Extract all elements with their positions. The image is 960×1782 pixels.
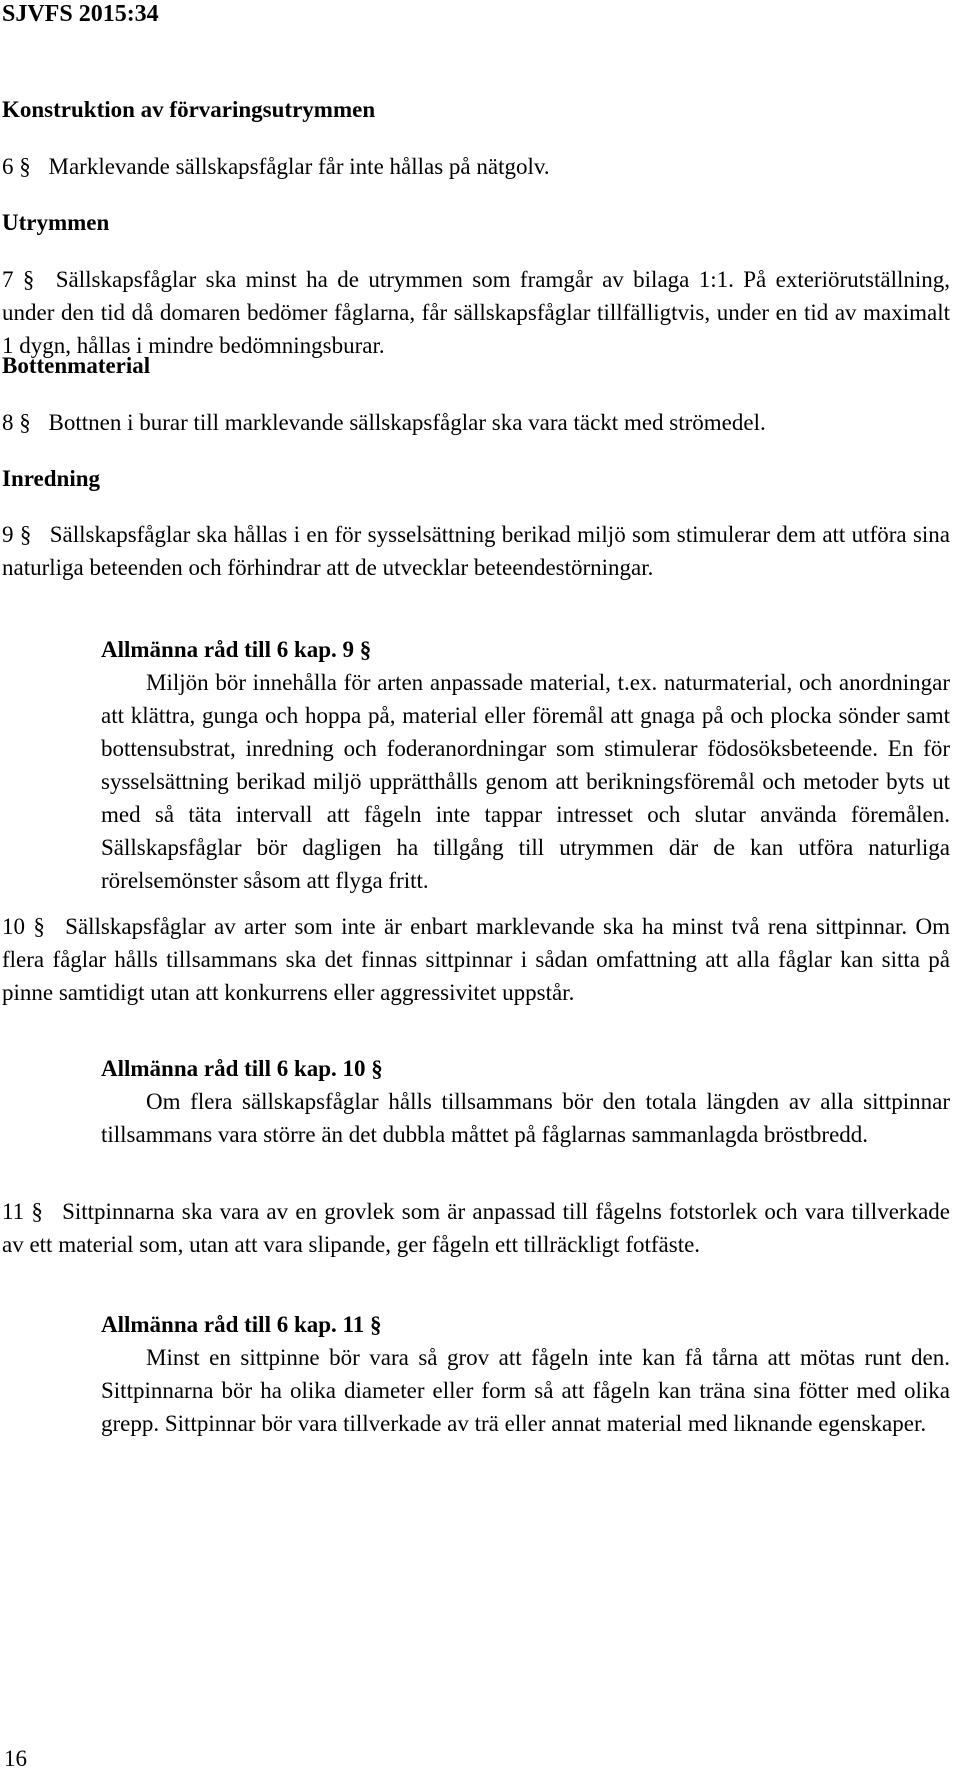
general-advice-9 [101,633,950,897]
general-advice-11 [101,1308,950,1440]
heading-konstruktion: Konstruktion av förvaringsutrymmen [2,97,376,122]
advice-text: Minst en sittpinne bör vara så grov att fågeln inte kan få tårna att mötas runt den. Sittpinnarna bör ha olika diameter eller form så att fågeln kan träna sina fötter med olika grepp. Sittpinnar bör vara tillverkade av trä eller annat material med liknande egenskaper. [101,1345,950,1436]
section-symbol: § [19,154,31,179]
paragraph-8 [2,406,950,439]
advice-title: Allmänna råd till 6 kap. 9 § [101,637,372,662]
page-number: 16 [4,1746,27,1771]
heading-utrymmen: Utrymmen [2,210,110,235]
section-symbol: § [19,410,31,435]
document-code: SJVFS 2015:34 [2,1,159,27]
advice-title: Allmänna råd till 6 kap. 11 § [101,1312,382,1337]
paragraph-text: Sällskapsfåglar ska minst ha de utrymmen som framgår av bilaga 1:1. På exteriörutställning, under den tid då domaren bedömer fåglarna, får sällskapsfåglar tillfälligtvis, under en tid av maximalt 1 dygn, hållas i mindre bedömningsburar. [2,267,950,358]
paragraph-7 [2,263,950,362]
general-advice-10 [101,1052,950,1151]
section-number: 10 [2,914,25,939]
advice-text: Om flera sällskapsfåglar hålls tillsammans bör den totala längden av alla sittpinnar tillsammans vara större än det dubbla måttet på fåglarnas sammanlagda bröstbredd. [101,1089,950,1147]
paragraph-text: Bottnen i burar till marklevande sällskapsfåglar ska vara täckt med strömedel. [48,410,766,435]
section-number: 9 [2,522,14,547]
paragraph-text: Sittpinnarna ska vara av en grovlek som är anpassad till fågelns fotstorlek och vara tillverkade av ett material som, utan att vara slipande, ger fågeln ett tillräckligt fotfäste. [2,1199,950,1257]
paragraph-11 [2,1195,950,1261]
paragraph-text: Marklevande sällskapsfåglar får inte hållas på nätgolv. [48,154,550,179]
heading-inredning: Inredning [2,466,101,491]
section-symbol: § [19,522,32,547]
section-number: 6 [2,154,14,179]
paragraph-10 [2,910,950,1009]
advice-title: Allmänna råd till 6 kap. 10 § [101,1056,383,1081]
paragraph-6 [2,150,950,183]
section-number: 7 [2,267,14,292]
heading-bottenmaterial: Bottenmaterial [2,353,151,378]
paragraph-9 [2,518,950,584]
section-symbol: § [31,1199,43,1224]
section-number: 8 [2,410,14,435]
section-symbol: § [22,267,35,292]
section-number: 11 [2,1199,25,1224]
section-symbol: § [33,914,45,939]
paragraph-text: Sällskapsfåglar av arter som inte är enbart marklevande ska ha minst två rena sittpinnar. Om flera fåglar hålls tillsammans ska det finnas sittpinnar i sådan omfattning att alla fåglar kan sitta på pinne samtidigt utan att konkurrens eller aggressivitet uppstår. [2,914,951,1005]
paragraph-text: Sällskapsfåglar ska hållas i en för sysselsättning berikad miljö som stimulerar dem att utföra sina naturliga beteenden och förhindrar att de utvecklar beteendestörningar. [2,522,951,580]
advice-text: Miljön bör innehålla för arten anpassade material, t.ex. naturmaterial, och anordningar att klättra, gunga och hoppa på, material eller föremål att gnaga på och plocka sönder samt bottensubstrat, inredning och foderanordningar som stimulerar födosöksbeteende. En för sysselsättning berikad miljö upprätthålls genom att berikningsföremål och metoder byts ut med så täta intervall att fågeln inte tappar intresset och slutar använda föremålen. Sällskapsfåglar bör dagligen ha tillgång till utrymmen där de kan utföra naturliga rörelsemönster såsom att flyga fritt. [101,670,950,893]
